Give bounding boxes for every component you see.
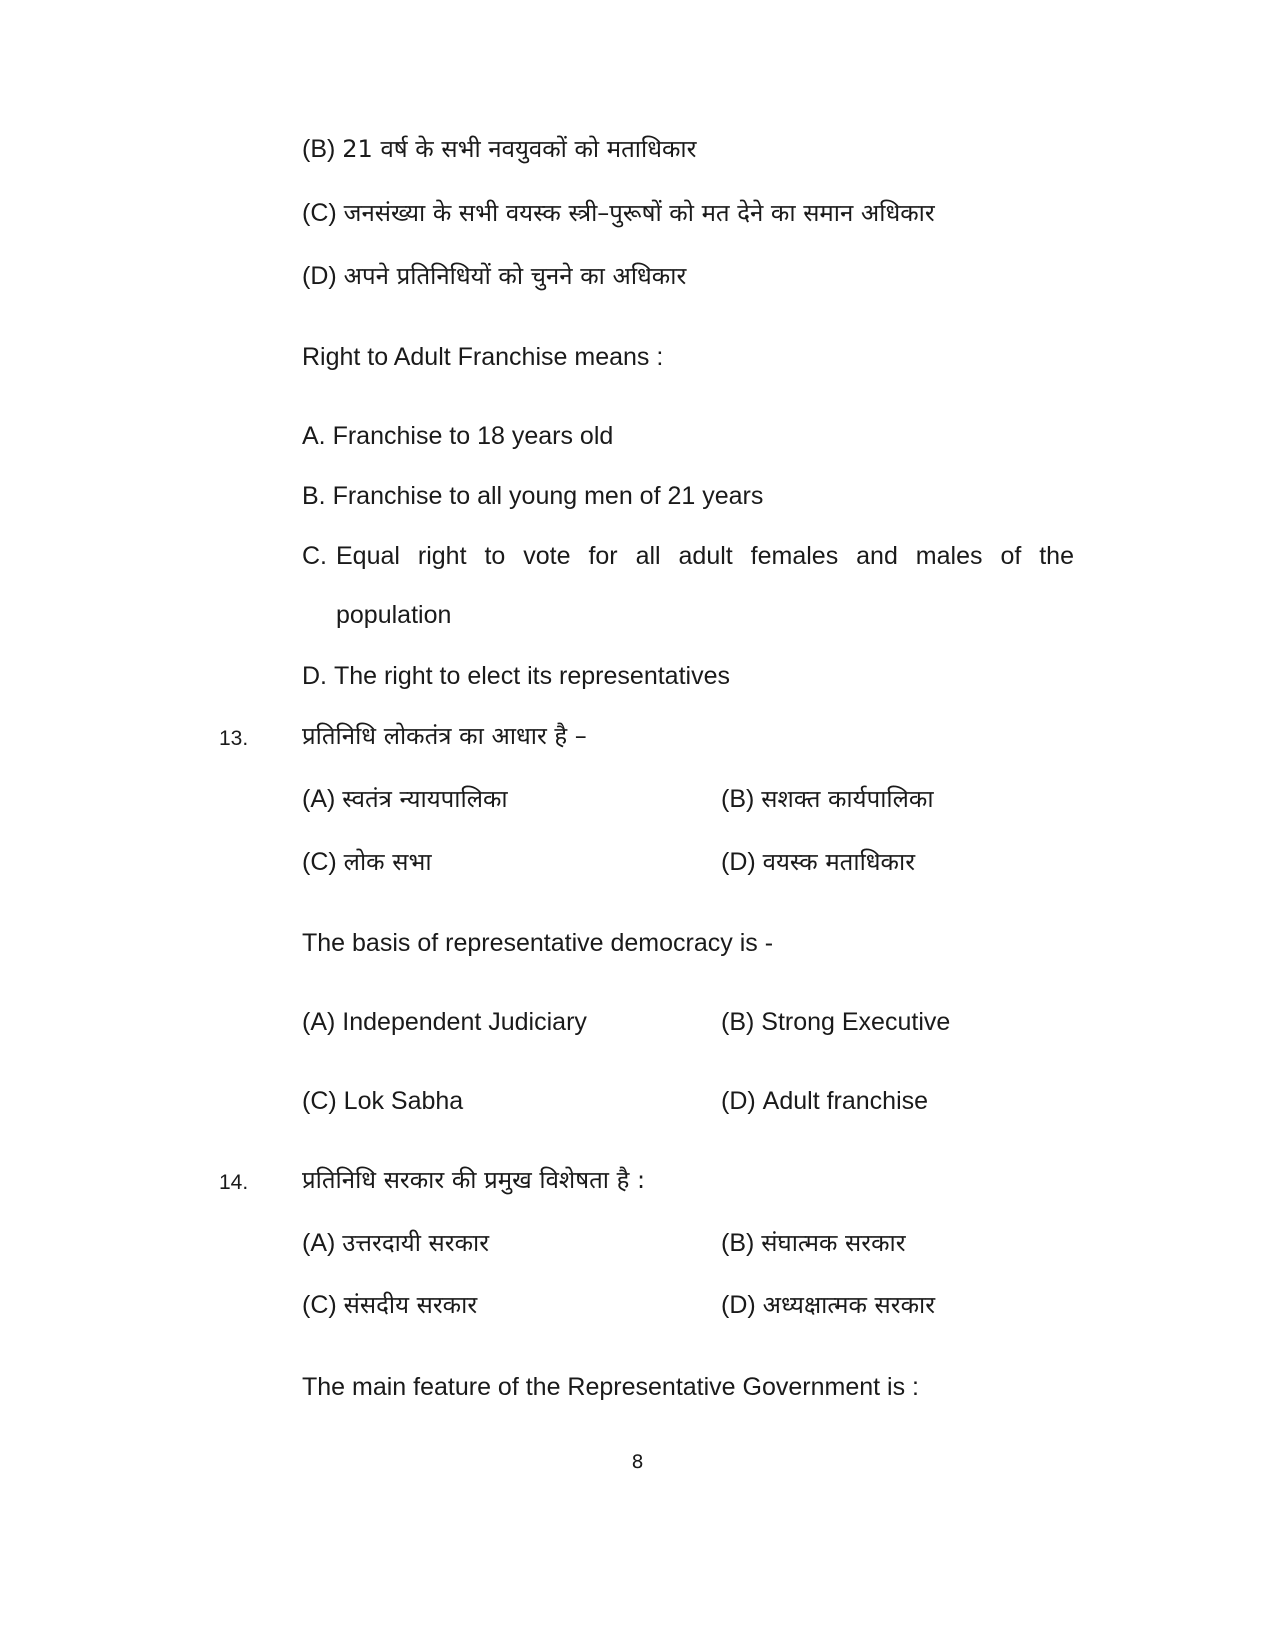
option-text: Adult franchise [762,1087,929,1115]
option-label: (B) [721,1008,755,1036]
q14-hindi-option-a [302,1226,489,1260]
option-text: Franchise to 18 years old [332,422,614,450]
option-label: (A) [302,1229,336,1257]
option-label: (C) [302,848,337,876]
option-text: अध्यक्षात्मक सरकार [762,1291,936,1319]
q13-hindi-option-d [721,845,915,879]
option-text: Independent Judiciary [342,1008,587,1036]
option-label: B. [302,482,326,510]
option-label: (B) [721,785,755,813]
option-label: (B) [721,1229,755,1257]
option-label: (C) [302,1087,337,1115]
q12-hindi-option-c [302,196,935,230]
option-text: Franchise to all young men of 21 years [332,482,764,510]
q13-english-option-a [302,1005,587,1039]
option-label: (B) [302,135,336,163]
option-label: (C) [302,199,337,227]
option-label: C. [302,542,327,570]
option-text: 21 वर्ष के सभी नवयुवकों को मताधिकार [342,135,697,163]
option-text: संघात्मक सरकार [761,1229,906,1257]
option-text: अपने प्रतिनिधियों को चुनने का अधिकार [343,262,687,290]
option-text: संसदीय सरकार [343,1291,478,1319]
q13-hindi-question: प्रतिनिधि लोकतंत्र का आधार है – [302,722,587,750]
q12-english-question: Right to Adult Franchise means : [302,343,664,371]
q14-hindi-option-d [721,1288,935,1322]
option-label: (A) [302,1008,336,1036]
q13-hindi-option-a [302,782,508,816]
q14-number: 14. [219,1171,249,1194]
option-text: वयस्क मताधिकार [762,848,916,876]
option-label: (D) [721,1087,756,1115]
q13-hindi-option-b [721,782,934,816]
q12-english-option-a [302,419,613,453]
option-label: (A) [302,785,336,813]
q14-hindi-option-b [721,1226,906,1260]
q13-number: 13. [219,727,249,750]
q12-english-option-d [302,659,730,693]
option-text: Lok Sabha [343,1087,464,1115]
option-label: (D) [721,848,756,876]
option-text: Strong Executive [761,1008,951,1036]
q13-english-option-d [721,1084,928,1118]
q13-english-option-b [721,1005,950,1039]
q12-hindi-option-b [302,132,696,166]
option-text: लोक सभा [343,848,432,876]
option-text: जनसंख्या के सभी वयस्क स्त्री–पुरूषों को मत देने का समान अधिकार [343,199,935,227]
option-text: सशक्त कार्यपालिका [761,785,934,813]
page-number: 8 [631,1451,644,1473]
q14-english-question: The main feature of the Representative Government is : [302,1373,919,1401]
q13-english-option-c [302,1084,463,1118]
option-label: (D) [302,262,337,290]
option-text: स्वतंत्र न्यायपालिका [342,785,508,813]
q14-hindi-option-c [302,1288,477,1322]
option-label: A. [302,422,326,450]
option-label: (D) [721,1291,756,1319]
q12-hindi-option-d [302,259,686,293]
q12-english-option-b [302,479,763,513]
option-text: The right to elect its representatives [333,662,730,690]
option-label: (C) [302,1291,337,1319]
option-text: Equal right to vote for all adult females and males of the [336,542,1074,570]
q13-hindi-option-c [302,845,432,879]
q13-english-question: The basis of representative democracy is - [302,929,774,957]
option-text: उत्तरदायी सरकार [342,1229,490,1257]
q12-english-option-c-continuation: population [336,601,452,629]
option-label: D. [302,662,327,690]
q14-hindi-question: प्रतिनिधि सरकार की प्रमुख विशेषता है : [302,1166,646,1194]
